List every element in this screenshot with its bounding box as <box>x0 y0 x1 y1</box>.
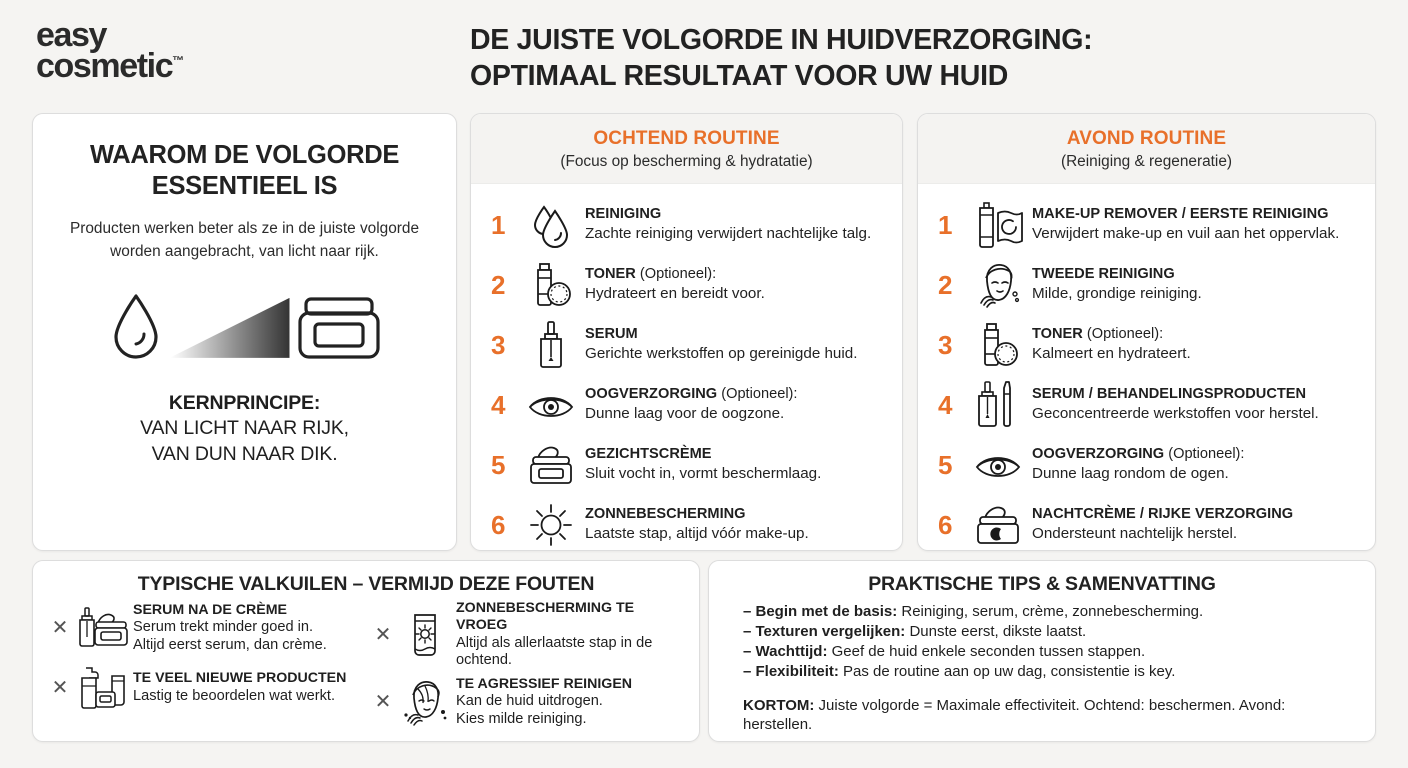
evening-step-3 <box>918 315 1375 375</box>
toner-bottle-pad-icon <box>970 321 1026 369</box>
morning-step-6 <box>471 495 902 551</box>
brand-line-2: cosmetic™ <box>36 47 185 86</box>
cross-icon: ✕ <box>51 677 69 699</box>
pitfall-item-2 <box>370 600 685 670</box>
pitfall-desc-2: Kies milde reiniging. <box>456 710 587 727</box>
tip-label: – Flexibiliteit: <box>743 662 839 680</box>
droplets-icon <box>523 202 579 248</box>
step-desc: Dunne laag voor de oogzone. <box>585 405 785 423</box>
light-to-rich-graphic <box>105 287 385 369</box>
eye-icon <box>970 448 1026 482</box>
step-text <box>1026 386 1363 423</box>
evening-step-4 <box>918 375 1375 435</box>
step-name: ZONNEBESCHERMING <box>585 506 746 523</box>
pitfall-desc-2: Altijd eerst serum, dan crème. <box>133 636 327 653</box>
tips-list <box>709 600 1375 682</box>
toner-bottle-pad-icon <box>523 261 579 309</box>
step-number: 2 <box>938 270 953 300</box>
step-text <box>579 326 890 363</box>
brand-line-1: easy <box>36 16 107 54</box>
tip-text: Dunste eerst, dikste laatst. <box>905 622 1087 640</box>
tip-label: – Texturen vergelijken: <box>743 622 906 640</box>
face-washing-icon <box>970 261 1026 309</box>
step-number: 3 <box>938 330 953 360</box>
sun-icon <box>523 502 579 548</box>
pitfall-item-3 <box>47 660 362 716</box>
why-card-subtitle: Producten werken beter als ze in de juiste volgorde worden aangebracht, van licht naar rijk. <box>69 220 420 260</box>
step-text <box>1026 206 1363 243</box>
pitfall-name: TE VEEL NIEUWE PRODUCTEN <box>133 670 347 687</box>
cream-jar-icon <box>523 444 579 486</box>
step-name: SERUM <box>585 326 638 343</box>
step-number: 5 <box>938 450 953 480</box>
core-principle-line-1: VAN LICHT NAAR RIJK, <box>140 417 349 440</box>
step-desc: Milde, grondige reiniging. <box>1032 285 1202 303</box>
step-desc: Dunne laag rondom de ogen. <box>1032 465 1229 483</box>
dropper-ampoule-icon <box>970 380 1026 430</box>
tip-text: Pas de routine aan op uw dag, consistentie is key. <box>838 662 1176 680</box>
tip-item-1 <box>743 602 1341 622</box>
step-text <box>1026 506 1363 543</box>
step-name: SERUM / BEHANDELINGSPRODUCTEN <box>1032 386 1307 403</box>
page-title <box>470 22 1370 95</box>
step-desc: Hydrateert en bereidt voor. <box>585 285 765 303</box>
step-number: 1 <box>938 210 953 240</box>
step-number: 5 <box>491 450 506 480</box>
morning-step-4 <box>471 375 902 435</box>
tip-item-3 <box>743 642 1341 662</box>
step-text <box>579 386 890 423</box>
evening-step-2 <box>918 255 1375 315</box>
morning-routine-card <box>470 113 903 551</box>
step-desc: Kalmeert en hydrateert. <box>1032 345 1191 363</box>
pitfall-desc-1: Serum trekt minder goed in. <box>133 618 314 635</box>
pitfall-item-4 <box>370 674 685 730</box>
evening-routine-card <box>917 113 1376 551</box>
pitfalls-grid <box>33 600 699 734</box>
cream-jar-icon <box>296 295 382 361</box>
page-title-line-1: DE JUISTE VOLGORDE IN HUIDVERZORGING: <box>470 24 1093 56</box>
step-number: 6 <box>491 510 506 540</box>
step-number: 6 <box>938 510 953 540</box>
morning-step-1 <box>471 195 902 255</box>
many-products-icon <box>73 664 131 712</box>
step-name: REINIGING <box>585 206 662 223</box>
step-name: TONER (Optioneel): <box>585 266 717 283</box>
page-title-line-2: OPTIMAAL RESULTAAT VOOR UW HUID <box>470 60 1008 93</box>
dropper-and-jar-icon <box>73 605 131 651</box>
step-name: OOGVERZORGING (Optioneel): <box>1032 446 1245 463</box>
cross-icon: ✕ <box>374 624 392 647</box>
why-title-line-1: WAAROM DE VOLGORDE <box>89 141 400 169</box>
step-text <box>1026 266 1363 303</box>
evening-step-1 <box>918 195 1375 255</box>
step-number: 3 <box>491 330 506 360</box>
why-order-matters-card <box>32 113 457 551</box>
step-desc: Geconcentreerde werkstoffen voor herstel. <box>1032 405 1319 423</box>
step-name: GEZICHTSCRÈME <box>585 446 712 463</box>
step-name: NACHTCRÈME / RIJKE VERZORGING <box>1032 506 1294 523</box>
pitfall-desc-1: Lastig te beoordelen wat werkt. <box>133 687 335 704</box>
evening-step-5 <box>918 435 1375 495</box>
step-text <box>1026 446 1363 483</box>
tip-label: – Wachttijd: <box>743 642 828 660</box>
summary-label: KORTOM: <box>743 696 815 714</box>
step-desc: Sluit vocht in, vormt beschermlaag. <box>585 465 822 483</box>
step-name: OOGVERZORGING (Optioneel): <box>585 386 798 403</box>
step-desc: Verwijdert make-up en vuil aan het oppervlak. <box>1032 225 1340 243</box>
eye-icon <box>523 388 579 422</box>
step-name: TONER (Optioneel): <box>1032 326 1164 343</box>
pitfall-item-1 <box>47 600 362 656</box>
tip-text: Reiniging, serum, crème, zonnebescherming. <box>897 603 1204 620</box>
step-text <box>579 206 890 243</box>
spray-bottle-cotton-pad-icon <box>970 201 1026 249</box>
step-number: 4 <box>491 390 506 420</box>
morning-step-5 <box>471 435 902 495</box>
step-name: MAKE-UP REMOVER / EERSTE REINIGING <box>1032 206 1329 223</box>
step-text <box>1026 326 1363 363</box>
summary-text: Juiste volgorde = Maximale effectiviteit. Ochtend: beschermen. Avond: herstellen. <box>743 696 1286 734</box>
tip-item-4 <box>743 662 1341 682</box>
sunscreen-tube-icon <box>396 611 454 659</box>
tips-title: PRAKTISCHE TIPS & SAMENVATTING <box>868 573 1216 595</box>
pitfalls-column-left <box>43 600 366 734</box>
tip-label: – Begin met de basis: <box>743 603 898 620</box>
core-principle-line-2: VAN DUN NAAR DIK. <box>151 442 338 465</box>
morning-step-2 <box>471 255 902 315</box>
pitfall-desc-1: Altijd als allerlaatste stap in de <box>456 634 653 651</box>
pitfalls-title: TYPISCHE VALKUILEN – VERMIJD DEZE FOUTEN <box>137 573 595 595</box>
morning-card-header <box>471 114 902 184</box>
pitfalls-card <box>32 560 700 742</box>
pitfall-desc-1: Kan de huid uitdrogen. <box>456 693 603 710</box>
pitfall-name: ZONNEBESCHERMING TE VROEG <box>456 600 635 634</box>
step-number: 2 <box>491 270 506 300</box>
why-title-line-2: ESSENTIEEL IS <box>151 171 338 200</box>
core-principle-label: KERNPRINCIPE: <box>168 391 321 414</box>
morning-title: OCHTEND ROUTINE <box>593 128 780 149</box>
step-desc: Laatste stap, altijd vóór make-up. <box>585 525 809 543</box>
evening-subtitle: (Reiniging & regeneratie) <box>1060 153 1233 170</box>
tips-summary <box>709 682 1375 735</box>
tips-card <box>708 560 1376 742</box>
step-text <box>579 506 890 543</box>
page-header <box>0 0 1408 108</box>
night-cream-jar-icon <box>970 504 1026 546</box>
step-desc: Gerichte werkstoffen op gereinigde huid. <box>585 345 858 363</box>
pitfall-text <box>131 670 362 705</box>
morning-subtitle: (Focus op bescherming & hydratatie) <box>560 153 813 170</box>
pitfall-text <box>131 602 362 655</box>
morning-step-list <box>471 184 902 551</box>
step-desc: Zachte reiniging verwijdert nachtelijke talg. <box>585 225 872 243</box>
evening-step-6 <box>918 495 1375 551</box>
step-text <box>579 446 890 483</box>
step-number: 1 <box>491 210 506 240</box>
tip-text: Geef de huid enkele seconden tussen stappen. <box>827 642 1146 660</box>
step-desc: Ondersteunt nachtelijk herstel. <box>1032 525 1238 543</box>
pitfall-desc-2: ochtend. <box>456 652 512 669</box>
morning-step-3 <box>471 315 902 375</box>
pitfall-text <box>454 600 685 670</box>
tip-item-2 <box>743 622 1341 642</box>
cross-icon: ✕ <box>374 691 392 714</box>
trademark-symbol: ™ <box>172 53 185 68</box>
gradient-wedge-icon <box>170 298 290 358</box>
cross-icon: ✕ <box>51 617 69 639</box>
pitfall-name: TE AGRESSIEF REINIGEN <box>456 675 633 692</box>
step-text <box>579 266 890 303</box>
core-principle <box>33 391 456 467</box>
evening-title: AVOND ROUTINE <box>1066 128 1227 149</box>
droplet-icon <box>108 290 164 366</box>
evening-card-header <box>918 114 1375 184</box>
face-scrub-icon <box>396 678 454 726</box>
pitfall-name: SERUM NA DE CRÈME <box>133 601 287 618</box>
pitfalls-column-right <box>366 600 689 734</box>
pitfall-text <box>454 676 685 729</box>
evening-step-list <box>918 184 1375 551</box>
step-number: 4 <box>938 390 953 420</box>
step-name: TWEEDE REINIGING <box>1032 266 1175 283</box>
why-card-title <box>59 140 430 201</box>
brand-logo <box>36 16 185 86</box>
dropper-bottle-icon <box>523 320 579 370</box>
